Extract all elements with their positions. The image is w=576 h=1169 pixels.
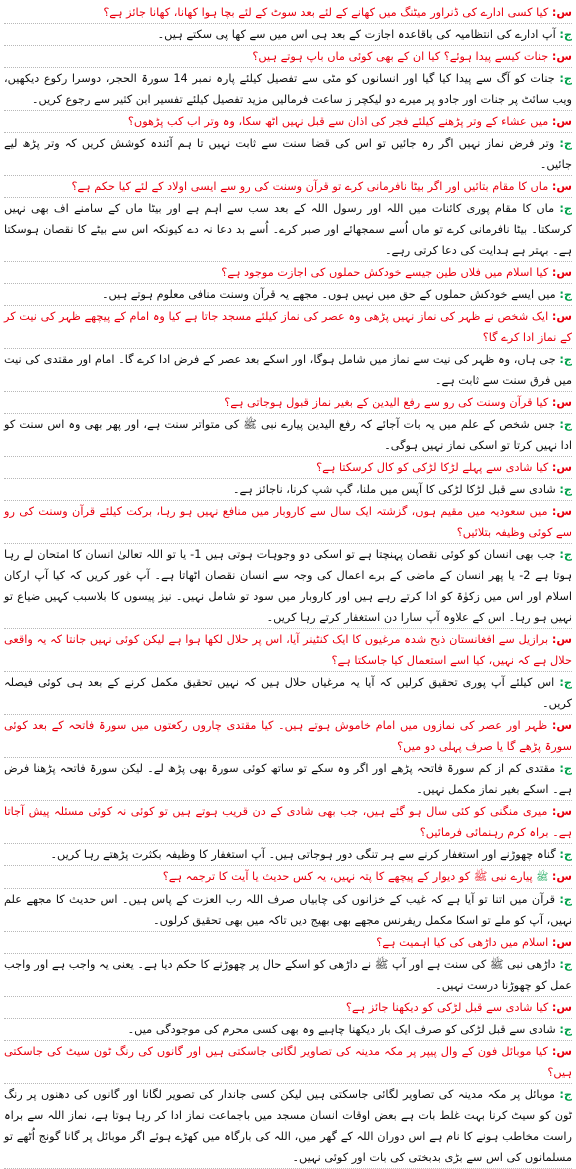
question-line xyxy=(4,46,572,68)
answer-marker: ج: xyxy=(559,353,573,366)
answer-marker: ج: xyxy=(559,137,572,150)
answer-marker: ج: xyxy=(559,848,572,861)
answer-line xyxy=(4,414,572,457)
answer-marker: ج: xyxy=(559,893,573,906)
answer-line xyxy=(4,349,572,392)
qa-item xyxy=(4,1041,572,1169)
qa-item xyxy=(4,932,572,997)
question-text: کیا موبائل فون کے وال پیپر پر مکہ مدینہ کی تصاویر لگائی جاسکتی ہیں اور گانوں کی رنگ ٹون سیٹ کی جاسکتی ہیں؟ xyxy=(4,1045,572,1079)
question-marker: س: xyxy=(551,396,572,409)
question-text: میری منگنی کو کئی سال ہو گئے ہیں، جب بھی شادی کے دن قریب ہوتے ہیں تو کوئی نہ کوئی مسئلہ پیش آجاتا ہے۔ براہ کرم رہنمائی فرمائیں؟ xyxy=(4,805,572,839)
question-marker: س: xyxy=(551,310,572,323)
question-line xyxy=(4,997,572,1019)
question-marker: س: xyxy=(551,805,573,818)
question-line xyxy=(4,392,572,414)
question-line xyxy=(4,801,572,844)
question-marker: س: xyxy=(551,1001,572,1014)
question-line xyxy=(4,2,572,24)
qa-item xyxy=(4,629,572,715)
qa-item xyxy=(4,392,572,457)
question-line xyxy=(4,715,572,758)
answer-text: جس شخص کے علم میں یہ بات آجائے کہ رفع الیدین پیارے نبی ﷺ کی متواتر سنت ہے، اور پھر بھی وہ اس سنت کو ادا نہیں کرتا تو اسکی نماز نہیں ہوگی۔ xyxy=(4,418,572,452)
qa-item xyxy=(4,176,572,262)
qa-item xyxy=(4,46,572,111)
answer-line xyxy=(4,479,572,501)
answer-text: وتر فرض نماز نہیں اگر رہ جائیں تو اس کی قضا سنت سے ثابت نہیں تا ہم آئندہ کوشش کریں کہ وتر پڑھ لیے جائیں۔ xyxy=(4,137,572,171)
question-text: کیا کسی ادارے کی ڈنراور میٹنگ میں کھانے کے لئے بعد سوٹ کے لئے بچا ہوا کھانا، کھانا جائز ہے؟ xyxy=(103,6,549,19)
question-text: کیا اسلام میں فلاں طین جیسے خودکش حملوں کی اجازت موجود ہے؟ xyxy=(221,266,549,279)
answer-line xyxy=(4,1084,572,1169)
question-text: کیا شادی سے پہلے لڑکا لڑکی کو کال کرسکتا ہے؟ xyxy=(316,461,549,474)
answer-text: جنات کو آگ سے پیدا کیا گیا اور انسانوں کو مٹی سے تفصیل کیلئے پارہ نمبر 14 سورۃ الحجر، دوسرا رکوع دیکھیں، ویب سائٹ پر جنات اور جادو پر میرے دو لیکچر ز ساعت فرمالیں مزید تفصیل کیلئے تفسیر ابن کثیر سے رجوع کریں۔ xyxy=(4,72,572,106)
answer-text: قرآن میں اتنا تو آیا ہے کہ غیب کے خزانوں کی چابیاں صرف اللہ رب العزت کے پاس ہیں۔ اس حدیث کا مجھے علم نہیں، آپ کو ملے تو اسکا مکمل ریفرنس مجھے بھی بھیج دیں تاکہ میں بھی تحقیق کرلوں۔ xyxy=(4,893,572,927)
answer-text: موبائل پر مکہ مدینہ کی تصاویر لگائی جاسکتی ہیں لیکن کسی جاندار کی تصویر لگانا اور گانوں کی دھنوں پر رنگ ٹون کو سیٹ کرنا بہت غلط بات ہے بعض اوقات انسان مسجد میں باجماعت نماز ادا کر رہا ہوتا ہے، نماز اللہ سے براہ راست مخاطب ہونے کا نام ہے اس دوران اللہ کے گھر میں، اللہ کی بارگاہ میں کھڑے ہوئے اگر موبائل پر گانا گونج اُٹھے تو مسلمانوں کی اس سے بڑی بدبختی کی بات اور کوئی نہیں۔ xyxy=(4,1088,572,1164)
answer-line xyxy=(4,284,572,306)
question-line xyxy=(4,1041,572,1084)
answer-line xyxy=(4,68,572,111)
answer-marker: ج: xyxy=(559,958,572,971)
answer-line xyxy=(4,758,572,801)
answer-line xyxy=(4,1019,572,1041)
answer-line xyxy=(4,672,572,715)
question-marker: س: xyxy=(551,6,572,19)
answer-marker: ج: xyxy=(559,202,573,215)
question-marker: س: xyxy=(551,1045,572,1058)
qa-item xyxy=(4,457,572,501)
answer-text: مقتدی کم از کم سورۃ فاتحہ پڑھے اور اگر وہ سکے تو ساتھ کوئی سورۃ بھی پڑھ لے۔ لیکن سورۃ فاتحہ پڑھنا فرض ہے۔ اسکے بغیر نماز مکمل نہیں۔ xyxy=(4,762,572,796)
question-line xyxy=(4,932,572,954)
answer-text: شادی سے قبل لڑکا لڑکی کا آپس میں ملنا، گپ شپ کرنا، ناجائز ہے۔ xyxy=(232,483,556,496)
question-text: جنات کیسے پیدا ہوئے؟ کیا ان کے بھی کوئی ماں باپ ہوتے ہیں؟ xyxy=(252,50,549,63)
qa-item xyxy=(4,2,572,46)
answer-marker: ج: xyxy=(559,418,572,431)
question-marker: س: xyxy=(551,266,572,279)
question-text: ظہر اور عصر کی نمازوں میں امام خاموش ہوتے ہیں۔ کیا مقتدی چاروں رکعتوں میں سورۃ فاتحہ کے بعد کوئی سورۃ پڑھے گا یا صرف پہلی دو میں؟ xyxy=(4,719,572,753)
question-marker: س: xyxy=(551,633,573,646)
answer-marker: ج: xyxy=(559,483,572,496)
answer-marker: ج: xyxy=(559,676,573,689)
answer-line xyxy=(4,889,572,932)
question-line xyxy=(4,629,572,672)
answer-marker: ج: xyxy=(559,72,572,85)
qa-item xyxy=(4,306,572,392)
qa-item xyxy=(4,866,572,932)
question-line xyxy=(4,262,572,284)
answer-line xyxy=(4,544,572,629)
answer-text: ماں کا مقام پوری کائنات میں اللہ اور رسول اللہ کے بعد سب سے اہم ہے اور بیٹا ماں کے سامنے اف بھی نہیں کرسکتا۔ بیٹا نافرمانی کرے تو ماں اُسے سمجھائے اور صبر کرے۔ اُسے بد دعا نہ دے کیونکہ اس سے بیٹے کا نقصان ہوسکتا ہے۔ بہتر ہے ہدایت کی دعا کرتی رہے۔ xyxy=(4,202,572,257)
qa-item xyxy=(4,111,572,176)
qa-item xyxy=(4,715,572,801)
question-line xyxy=(4,176,572,198)
answer-text: آپ ادارے کی انتظامیہ کی باقاعدہ اجازت کے بعد ہی اس میں سے کھا پی سکتے ہیں۔ xyxy=(157,28,556,41)
answer-text: اس کیلئے آپ پوری تحقیق کرلیں کہ آیا یہ مرغیاں حلال ہیں کہ نہیں تحقیق مکمل کرنے کے بعد ہی کوئی فیصلہ کریں۔ xyxy=(4,676,572,710)
question-line xyxy=(4,306,572,349)
answer-line xyxy=(4,133,572,176)
question-text: اسلام میں داڑھی کی کیا اہمیت ہے؟ xyxy=(376,936,549,949)
question-marker: س: xyxy=(551,461,572,474)
salawat-glyph: ﷺ xyxy=(536,872,549,883)
question-marker: س: xyxy=(551,180,572,193)
question-line xyxy=(4,457,572,479)
qa-item xyxy=(4,262,572,306)
question-text: کیا شادی سے قبل لڑکی کو دیکھنا جائز ہے؟ xyxy=(345,1001,549,1014)
answer-text: گناہ چھوڑنے اور استغفار کرنے سے ہر تنگی دور ہوجاتی ہیں۔ آپ استغفار کا وظیفہ بکثرت پڑھتے رہا کریں۔ xyxy=(50,848,556,861)
question-text: کیا قرآن وسنت کی رو سے رفع الیدین کے بغیر نماز قبول ہوجاتی ہے؟ xyxy=(224,396,549,409)
question-marker: س: xyxy=(551,936,572,949)
question-text: میں عشاء کے وتر پڑھنے کیلئے فجر کی اذان سے قبل نہیں اٹھ سکا، وہ وتر اب کب پڑھوں؟ xyxy=(127,115,549,128)
answer-marker: ج: xyxy=(559,1088,573,1101)
question-line xyxy=(4,866,572,889)
question-line xyxy=(4,111,572,133)
question-marker: س: xyxy=(551,870,572,883)
question-text: پیارے نبی ﷺ کو دیوار کے پیچھے کا پتہ نہیں، یہ کس حدیث یا آیت کا ترجمہ ہے؟ xyxy=(162,870,533,883)
question-marker: س: xyxy=(551,719,572,732)
answer-line xyxy=(4,844,572,866)
answer-text: جب بھی انسان کو کوئی نقصان پہنچتا ہے تو اسکی دو وجوہات ہوتی ہیں 1- یا تو اللہ تعالیٰ انسان کا امتحان لے رہا ہوتا ہے 2- یا پھر انسان کے ماضی کے برے اعمال کی وجہ سے انسان نقصان اٹھاتا ہے۔ آپ غور کریں کہ کیا آپ ارکان اسلام اور اس میں زکوٰۃ کو ادا کرتے رہے ہیں اور کاروبار میں سود تو شامل نہیں۔ نیز پیسوں کا بلاسبب کہیں ضیاع تو نہیں ہو رہا۔ اس کے علاوہ آپ سارا دن استغفار کرتے رہا کریں۔ xyxy=(4,548,572,624)
answer-marker: ج: xyxy=(559,288,572,301)
question-marker: س: xyxy=(551,115,572,128)
answer-line xyxy=(4,954,572,997)
answer-text: شادی سے قبل لڑکی کو صرف ایک بار دیکھنا چاہیے وہ بھی کسی محرم کی موجودگی میں۔ xyxy=(127,1023,556,1036)
answer-marker: ج: xyxy=(559,548,573,561)
qa-item xyxy=(4,801,572,866)
question-text: ایک شخص نے ظہر کی نماز نہیں پڑھی وہ عصر کی نماز کیلئے مسجد جاتا ہے کیا وہ امام کے پیچھے ظہر کی نیت کر کے نماز ادا کرے گا؟ xyxy=(4,310,572,344)
question-marker: س: xyxy=(551,505,572,518)
question-text: ماں کا مقام بتائیں اور اگر بیٹا نافرمانی کرے تو قرآن وسنت کی رو سے ایسی اولاد کے لئے کیا حکم ہے؟ xyxy=(71,180,549,193)
answer-line xyxy=(4,198,572,262)
qa-item xyxy=(4,997,572,1041)
answer-marker: ج: xyxy=(559,28,572,41)
answer-text: داڑھی نبی ﷺ کی سنت ہے اور آپ ﷺ نے داڑھی کو اسکے حال پر چھوڑنے کا حکم دیا ہے۔ یعنی یہ واجب ہے اور واجب عمل کو چھوڑنا درست نہیں۔ xyxy=(4,958,572,992)
question-text: برازیل سے افغانستان ذبح شدہ مرغیوں کا ایک کنٹینر آیا، اس پر حلال لکھا ہوا ہے لیکن کوئی نہیں جانتا کہ یہ واقعی حلال ہے کہ نہیں، کیا اسے استعمال کیا جاسکتا ہے؟ xyxy=(4,633,572,667)
answer-text: میں ایسے خودکش حملوں کے حق میں نہیں ہوں۔ مجھے یہ قرآن وسنت منافی معلوم ہوتے ہیں۔ xyxy=(101,288,556,301)
answer-line xyxy=(4,24,572,46)
answer-text: جی ہاں، وہ ظہر کی نیت سے نماز میں شامل ہوگا، اور اسکے بعد عصر کے فرض ادا کرے گا۔ امام اور مقتدی کی نیت میں فرق سنت سے ثابت ہے۔ xyxy=(4,353,572,387)
question-line xyxy=(4,501,572,544)
answer-marker: ج: xyxy=(559,1023,572,1036)
qa-item xyxy=(4,501,572,629)
question-text: میں سعودیہ میں مقیم ہوں، گزشتہ ایک سال سے کاروبار میں منافع نہیں ہو رہا، برکت کیلئے قرآن وسنت کی رو سے کوئی وظیفہ بتلائیں؟ xyxy=(4,505,572,539)
question-marker: س: xyxy=(551,50,572,63)
answer-marker: ج: xyxy=(559,762,573,775)
